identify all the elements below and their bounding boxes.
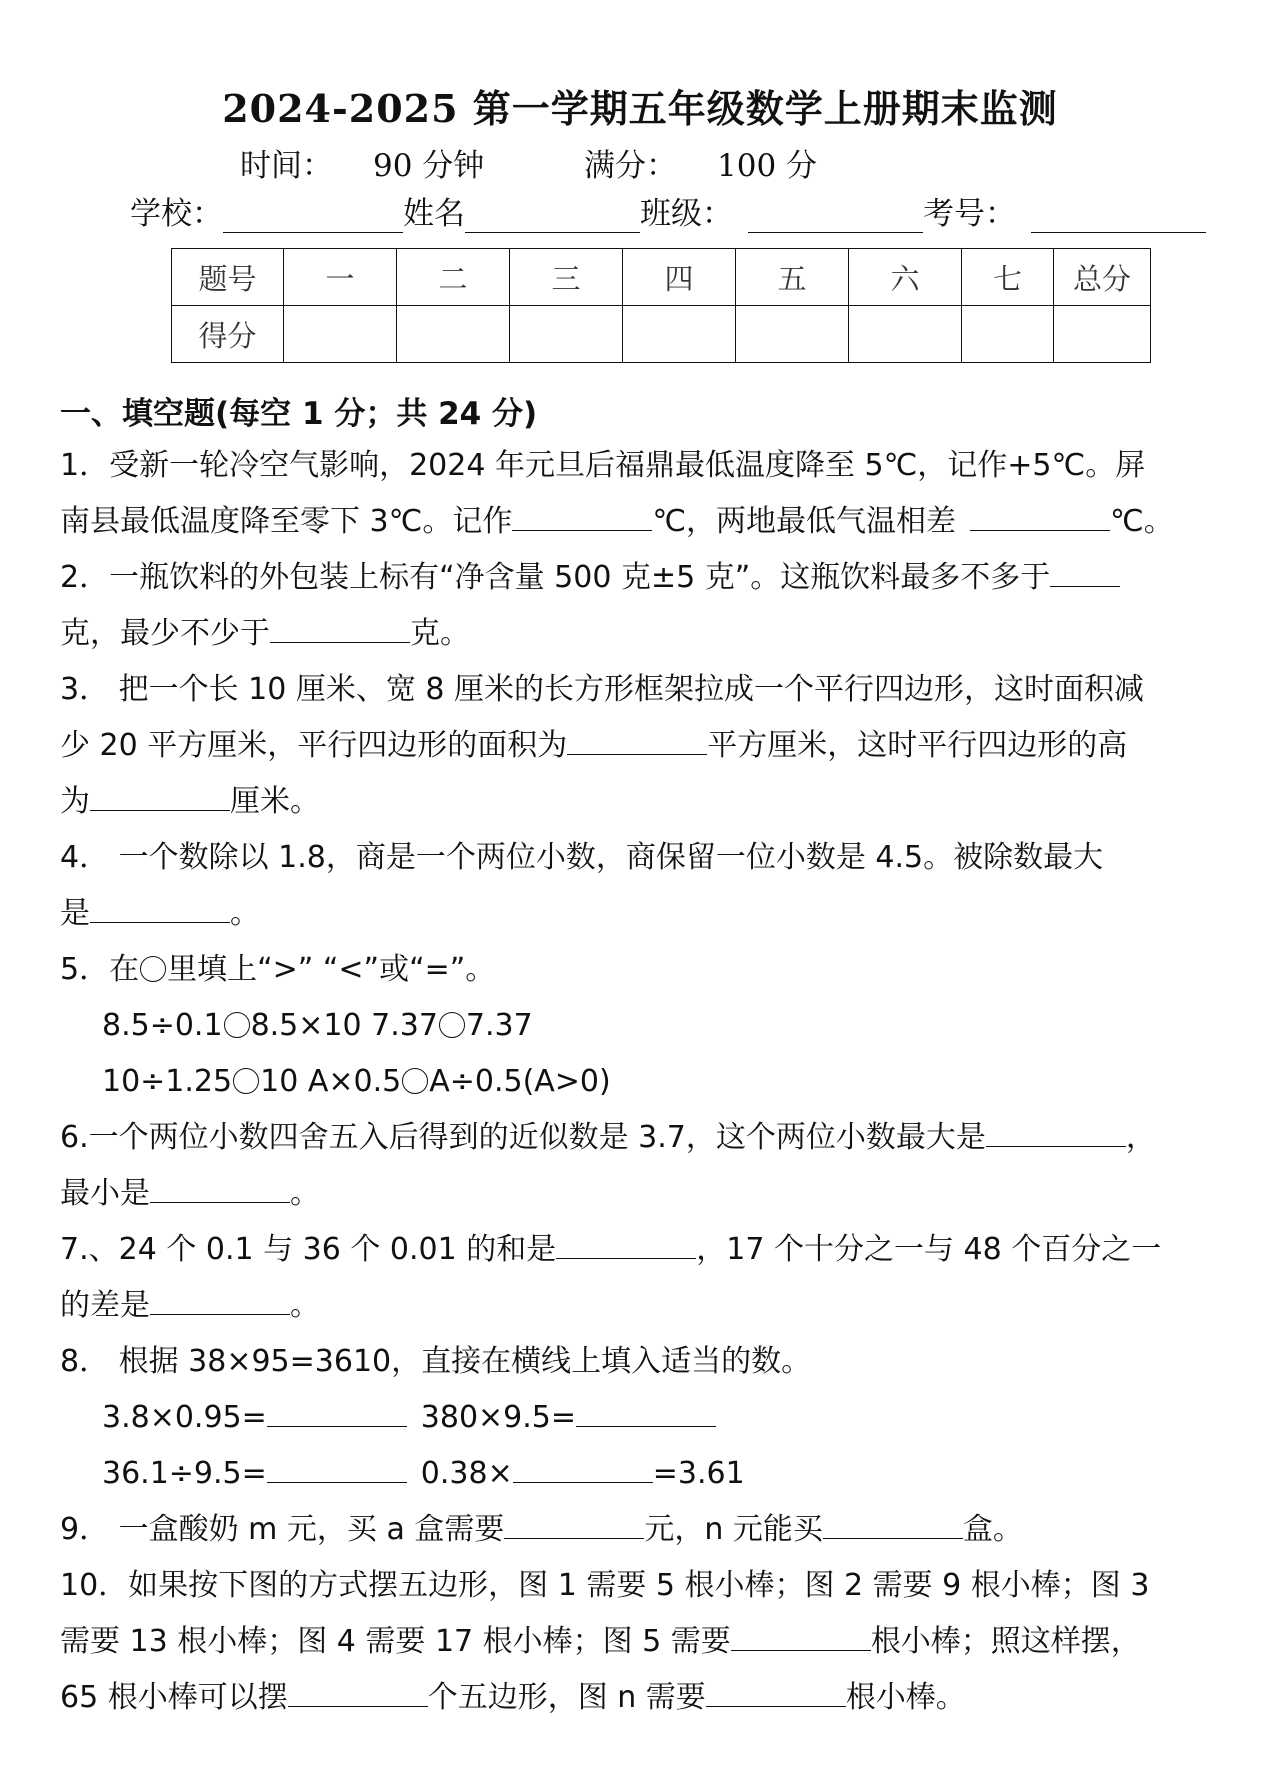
answer-blank[interactable] <box>731 1616 871 1651</box>
q10-text: 65 根小棒可以摆 <box>60 1680 288 1715</box>
answer-blank[interactable] <box>150 1280 290 1315</box>
q10-text: 需要 13 根小棒；图 4 需要 17 根小棒；图 5 需要 <box>60 1624 731 1659</box>
answer-blank[interactable] <box>567 720 707 755</box>
score-table-cell: 一 <box>284 249 397 306</box>
question-3 <box>60 662 1220 718</box>
question-9 <box>60 1502 1220 1558</box>
q5-expr: A÷0.5(A>0) <box>429 1064 611 1099</box>
score-table-cell: 三 <box>510 249 623 306</box>
q8-expr: 36.1÷9.5= <box>102 1456 267 1491</box>
page-title: 2024-2025 第一学期五年级数学上册期末监测 <box>222 86 1058 131</box>
score-table <box>171 248 1151 363</box>
q6-text: 。 <box>290 1176 320 1211</box>
q1-text: 1．受新一轮冷空气影响，2024 年元旦后福鼎最低温度降至 5℃，记作+5℃。屏 <box>60 448 1146 483</box>
answer-blank[interactable] <box>706 1672 846 1707</box>
score-cell[interactable] <box>510 306 623 363</box>
class-blank[interactable] <box>748 202 923 233</box>
name-label: 姓名 <box>403 196 465 232</box>
q9-text: 元，n 元能买 <box>644 1512 823 1547</box>
answer-blank[interactable] <box>267 1448 407 1483</box>
score-cell[interactable] <box>623 306 736 363</box>
q8-expr: 3.8×0.95= <box>102 1400 267 1435</box>
q3-text: 少 20 平方厘米，平行四边形的面积为 <box>60 728 568 763</box>
q8-expr: 380×9.5= <box>420 1400 577 1435</box>
question-7-cont <box>60 1278 1220 1334</box>
q2-text: 克，最少不少于 <box>60 616 270 651</box>
q5-expr: 10 A×0.5 <box>260 1064 402 1099</box>
q1-text: ℃，两地最低气温相差 <box>652 504 957 539</box>
q8-text: 8． 根据 38×95=3610，直接在横线上填入适当的数。 <box>60 1344 812 1379</box>
q7-text: 的差是 <box>60 1288 150 1323</box>
question-10-cont <box>60 1614 1220 1670</box>
answer-blank[interactable] <box>1050 552 1120 587</box>
q10-text: 根小棒。 <box>845 1680 966 1715</box>
exam-no-label: 考号： <box>923 196 1016 232</box>
question-1-cont <box>60 494 1220 550</box>
score-cell[interactable] <box>284 306 397 363</box>
answer-blank[interactable] <box>288 1672 428 1707</box>
q8-expr: =3.61 <box>652 1456 745 1491</box>
time-label: 时间： <box>240 148 333 184</box>
question-5-row1 <box>60 998 1220 1054</box>
q5-expr: 7.37 <box>465 1008 533 1043</box>
q10-text: 个五边形，图 n 需要 <box>427 1680 706 1715</box>
question-10 <box>60 1558 1220 1614</box>
answer-blank[interactable] <box>512 496 652 531</box>
question-4 <box>60 830 1220 886</box>
score-value: 100 分 <box>717 148 818 184</box>
q9-text: 盒。 <box>962 1512 1023 1547</box>
compare-circle[interactable] <box>402 1068 428 1094</box>
student-info-row <box>130 193 1215 233</box>
q5-text: 里填上“>” “<”或“=”。 <box>167 952 496 987</box>
question-3-cont2 <box>60 774 1220 830</box>
score-table-cell: 五 <box>736 249 849 306</box>
q9-text: 9． 一盒酸奶 m 元，买 a 盒需要 <box>60 1512 505 1547</box>
score-table-cell: 七 <box>962 249 1054 306</box>
question-8-row2 <box>60 1446 1220 1502</box>
q5-text: 5．在 <box>60 952 140 987</box>
question-3-cont <box>60 718 1220 774</box>
question-6 <box>60 1110 1220 1166</box>
score-table-cell: 四 <box>623 249 736 306</box>
answer-blank[interactable] <box>823 1504 963 1539</box>
q7-text: 7.、24 个 0.1 与 36 个 0.01 的和是 <box>60 1232 557 1267</box>
answer-blank[interactable] <box>986 1112 1126 1147</box>
answer-blank[interactable] <box>556 1224 696 1259</box>
score-table-cell: 六 <box>849 249 962 306</box>
score-cell[interactable] <box>1054 306 1151 363</box>
question-1 <box>60 438 1220 494</box>
score-table-cell: 总分 <box>1054 249 1151 306</box>
question-10-cont2 <box>60 1670 1220 1726</box>
score-table-score-row <box>172 306 1151 363</box>
q10-text: 根小棒；照这样摆， <box>870 1624 1141 1659</box>
score-row-label: 得分 <box>172 306 284 363</box>
q6-text: 6.一个两位小数四舍五入后得到的近似数是 3.7，这个两位小数最大是 <box>60 1120 986 1155</box>
score-cell[interactable] <box>736 306 849 363</box>
section-fill-in <box>60 390 1220 1726</box>
q5-expr: 10÷1.25 <box>102 1064 233 1099</box>
question-5 <box>60 942 1220 998</box>
q4-text: 是 <box>60 896 90 931</box>
answer-blank[interactable] <box>150 1168 290 1203</box>
exam-time <box>240 140 484 185</box>
q1-text: 南县最低温度降至零下 3℃。记作 <box>60 504 513 539</box>
q10-text: 10．如果按下图的方式摆五边形，图 1 需要 5 根小棒；图 2 需要 9 根小棒；图 3 <box>60 1568 1150 1603</box>
name-blank[interactable] <box>465 202 640 233</box>
class-label: 班级： <box>640 196 733 232</box>
answer-blank[interactable] <box>504 1504 644 1539</box>
school-label: 学校： <box>130 196 223 232</box>
score-table-header-row <box>172 249 1151 306</box>
q4-text: 。 <box>230 896 260 931</box>
answer-blank[interactable] <box>513 1448 653 1483</box>
answer-blank[interactable] <box>970 496 1110 531</box>
q7-text: 。 <box>290 1288 320 1323</box>
q3-text: 平方厘米，这时平行四边形的高 <box>707 728 1128 763</box>
exam-full-score <box>584 140 817 185</box>
q2-text: 克。 <box>410 616 470 651</box>
score-cell[interactable] <box>849 306 962 363</box>
q1-text: ℃。 <box>1110 504 1174 539</box>
time-value: 90 分钟 <box>373 148 485 184</box>
score-cell[interactable] <box>397 306 510 363</box>
answer-blank[interactable] <box>90 888 230 923</box>
q7-text: ，17 个十分之一与 48 个百分之一 <box>696 1232 1162 1267</box>
question-6-cont <box>60 1166 1220 1222</box>
score-label: 满分： <box>584 148 677 184</box>
question-2-cont <box>60 606 1220 662</box>
q6-text: 最小是 <box>60 1176 150 1211</box>
circle-icon <box>140 956 166 982</box>
answer-blank[interactable] <box>576 1392 716 1427</box>
q2-text: 2．一瓶饮料的外包装上标有“净含量 500 克±5 克”。这瓶饮料最多不多于 <box>60 560 1051 595</box>
question-2 <box>60 550 1220 606</box>
answer-blank[interactable] <box>270 608 410 643</box>
answer-blank[interactable] <box>90 776 230 811</box>
question-5-row2 <box>60 1054 1220 1110</box>
q3-text: 为 <box>60 784 90 819</box>
section-title: 一、填空题(每空 1 分；共 24 分) <box>60 396 538 432</box>
score-table-cell: 题号 <box>172 249 284 306</box>
score-cell[interactable] <box>962 306 1054 363</box>
q3-text: 3． 把一个长 10 厘米、宽 8 厘米的长方形框架拉成一个平行四边形，这时面积减 <box>60 672 1145 707</box>
score-table-cell: 二 <box>397 249 510 306</box>
exam-no-blank[interactable] <box>1031 202 1206 233</box>
q8-expr: 0.38× <box>420 1456 513 1491</box>
question-8-row1 <box>60 1390 1220 1446</box>
question-7 <box>60 1222 1220 1278</box>
compare-circle[interactable] <box>224 1012 250 1038</box>
q4-text: 4． 一个数除以 1.8，商是一个两位小数，商保留一位小数是 4.5。被除数最大 <box>60 840 1104 875</box>
q6-text: ， <box>1125 1120 1156 1155</box>
compare-circle[interactable] <box>439 1012 465 1038</box>
school-blank[interactable] <box>223 202 403 233</box>
q5-expr: 8.5÷0.1 <box>102 1008 223 1043</box>
q5-expr: 8.5×10 7.37 <box>250 1008 438 1043</box>
q3-text: 厘米。 <box>230 784 320 819</box>
compare-circle[interactable] <box>233 1068 259 1094</box>
question-8 <box>60 1334 1220 1390</box>
answer-blank[interactable] <box>267 1392 407 1427</box>
question-4-cont <box>60 886 1220 942</box>
